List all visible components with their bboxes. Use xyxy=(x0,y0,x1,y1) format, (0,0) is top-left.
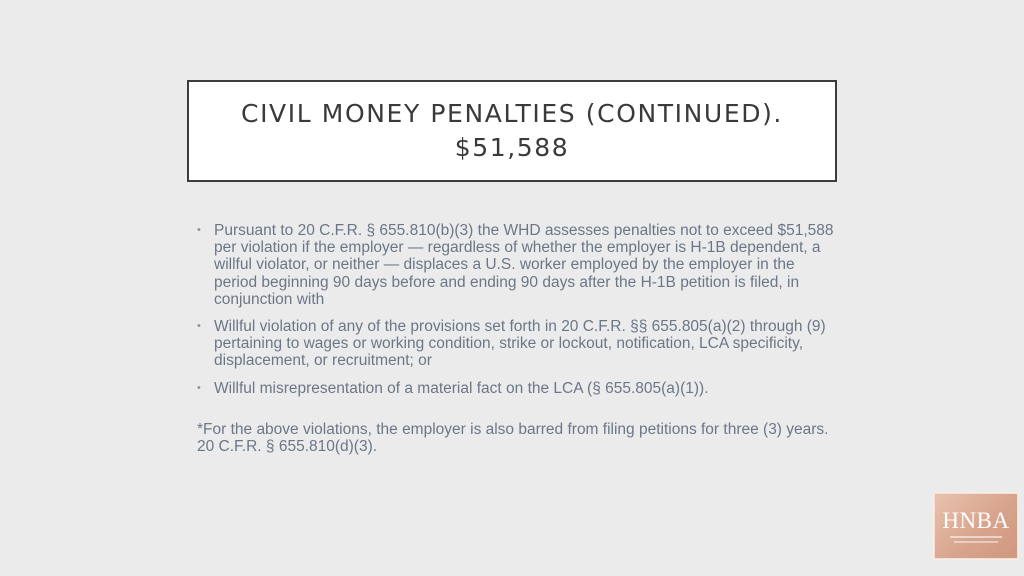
bullet-item xyxy=(197,222,837,308)
bullet-text: Willful misrepresentation of a material fact on the LCA (§ 655.805(a)(1)). xyxy=(214,379,709,397)
bullet-item xyxy=(197,380,837,397)
slide-title-line-2: $51,588 xyxy=(454,133,570,162)
bullet-marker: • xyxy=(197,320,201,333)
logo-subtitle-line xyxy=(950,536,1002,538)
title-box xyxy=(187,80,837,182)
slide-content xyxy=(197,222,837,455)
bullet-text: Willful violation of any of the provisions set forth in 20 C.F.R. §§ 655.805(a)(2) through (9) pertaining to wages or working condition, strike or lockout, notification, LCA specificity, displacement, or recruitment; or xyxy=(214,318,826,370)
bullet-marker: • xyxy=(197,224,201,236)
footnote: *For the above violations, the employer is also barred from filing petitions for three (3) years. 20 C.F.R. § 655.810(d)(3). xyxy=(197,420,829,456)
logo-subtitle-line xyxy=(954,541,998,543)
bullet-text: Pursuant to 20 C.F.R. § 655.810(b)(3) the WHD assesses penalties not to exceed $51,588 per violation if the employer — regardless of whether the employer is H-1B dependent, a willful violator, or neither — displaces a U.S. worker employed by the employer in the period beginning 90 days before and ending 90 days after the H-1B petition is filed, in conjunction with xyxy=(214,222,834,308)
slide-title-line-1: CIVIL MONEY PENALTIES (CONTINUED). xyxy=(241,99,783,128)
bullet-list xyxy=(197,222,837,397)
bullet-marker: • xyxy=(197,381,201,394)
bullet-item xyxy=(197,318,837,370)
logo-text: HNBA xyxy=(942,508,1010,533)
hnba-logo xyxy=(934,493,1018,559)
